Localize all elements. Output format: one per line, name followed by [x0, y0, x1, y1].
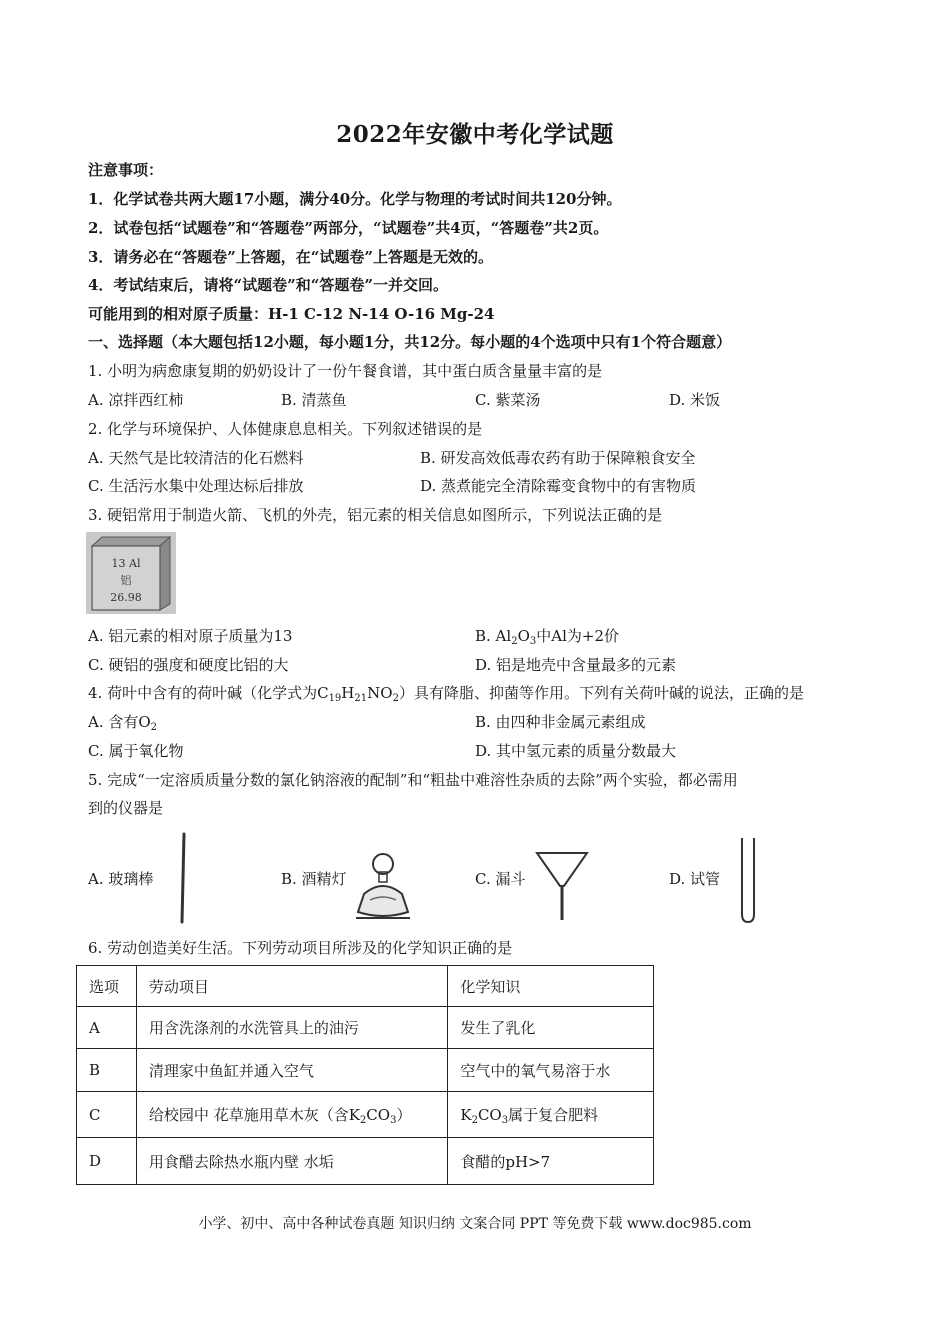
q4-option-b: B. 由四种非金属元素组成 [475, 713, 646, 731]
q5-stem-line-2: 到的仪器是 [88, 799, 164, 817]
q1-option-d: D. 米饭 [669, 391, 721, 409]
cube-symbol: Al [129, 557, 141, 570]
q6-stem: 6. 劳动创造美好生活。下列劳动项目所涉及的化学知识正确的是 [88, 939, 513, 957]
q5-option-d: D. 试管 [669, 870, 721, 888]
page-title: 2022年安徽中考化学试题 [336, 121, 614, 148]
q3-option-b: B. $Al_2O_3$中Al为+2价 [475, 627, 620, 647]
table-row: C 给校园中 花草施用草木灰（含$K_2CO_3$） $K_2CO_3$属于复合肥料 [77, 1092, 654, 1138]
q2-option-c: C. 生活污水集中处理达标后排放 [88, 477, 304, 495]
q2-option-a: A. 天然气是比较清洁的化石燃料 [88, 449, 304, 467]
q6-table [76, 965, 654, 1185]
test-tube-icon [738, 836, 758, 926]
funnel-icon [534, 850, 590, 924]
table-row: D 用食醋去除热水瓶内壁 水垢 食醋的pH>7 [77, 1138, 654, 1185]
q5-stem-line-1: 5. 完成“一定溶质质量分数的氯化钠溶液的配制”和“粗盐中难溶性杂质的去除”两个实验，都必需用 [88, 771, 738, 789]
q5-option-a: A. 玻璃棒 [88, 870, 154, 888]
page-footer: 小学、初中、高中各种试卷真题 知识归纳 文案合同 PPT 等免费下载 www.doc985.com [198, 1216, 752, 1232]
table-header-row [77, 966, 654, 1007]
q1-option-b: B. 清蒸鱼 [281, 391, 347, 409]
notice-heading: 注意事项： [88, 161, 164, 179]
q1-option-a: A. 凉拌西红柿 [88, 391, 184, 409]
q4-option-d: D. 其中氢元素的质量分数最大 [475, 742, 677, 760]
q4-stem: 4. 荷叶中含有的荷叶碱（化学式为$C_{19}H_{21}NO_2$）具有降脂、抑菌等作用。下列有关荷叶碱的说法，正确的是 [88, 684, 804, 704]
q4-option-a: A. 含有$O_2$ [88, 713, 158, 733]
section-heading: 一、选择题（本大题包括12小题，每小题1分，共12分。每小题的4个选项中只有1个符合题意） [88, 333, 732, 351]
alcohol-lamp-icon [352, 848, 414, 926]
cube-atomic-mass: 26.98 [110, 591, 142, 604]
table-row: B 清理家中鱼缸并通入空气 空气中的氧气易溶于水 [77, 1049, 654, 1092]
q2-stem: 2. 化学与环境保护、人体健康息息相关。下列叙述错误的是 [88, 420, 483, 438]
header-task: 劳动项目 [136, 966, 447, 1007]
header-knowledge: 化学知识 [448, 966, 654, 1007]
q3-option-a: A. 铝元素的相对原子质量为13 [88, 627, 293, 645]
q5-option-c: C. 漏斗 [475, 870, 526, 888]
q5-option-b: B. 酒精灯 [281, 870, 347, 888]
q3-option-c: C. 硬铝的强度和硬度比铝的大 [88, 656, 289, 674]
q1-option-c: C. 紫菜汤 [475, 391, 541, 409]
q2-option-d: D. 蒸煮能完全清除霉变食物中的有害物质 [420, 477, 697, 495]
aluminum-element-cube-image [86, 532, 176, 614]
q3-stem: 3. 硬铝常用于制造火箭、飞机的外壳，铝元素的相关信息如图所示，下列说法正确的是 [88, 506, 663, 524]
notice-item-1: 1．化学试卷共两大题17小题，满分40分。化学与物理的考试时间共120分钟。 [88, 190, 622, 208]
cube-element-name: 铝 [120, 574, 132, 587]
notice-item-4: 4．考试结束后，请将“试题卷”和“答题卷”一并交回。 [88, 276, 448, 294]
glass-rod-icon [176, 832, 190, 924]
notice-item-2: 2．试卷包括“试题卷”和“答题卷”两部分，“试题卷”共4页，“答题卷”共2页。 [88, 219, 609, 237]
atomic-mass-line: 可能用到的相对原子质量：H-1 C-12 N-14 O-16 Mg-24 [88, 305, 495, 323]
table-row: A 用含洗涤剂的水洗管具上的油污 发生了乳化 [77, 1007, 654, 1049]
q3-option-d: D. 铝是地壳中含量最多的元素 [475, 656, 677, 674]
cube-atomic-number: 13 [111, 557, 126, 570]
q2-option-b: B. 研发高效低毒农药有助于保障粮食安全 [420, 449, 696, 467]
header-option: 选项 [77, 966, 137, 1007]
q4-option-c: C. 属于氧化物 [88, 742, 184, 760]
notice-item-3: 3．请务必在“答题卷”上答题，在“试题卷”上答题是无效的。 [88, 248, 493, 266]
q1-stem: 1. 小明为病愈康复期的奶奶设计了一份午餐食谱，其中蛋白质含量量丰富的是 [88, 362, 603, 380]
svg-text:13 Al [112, 557, 141, 570]
